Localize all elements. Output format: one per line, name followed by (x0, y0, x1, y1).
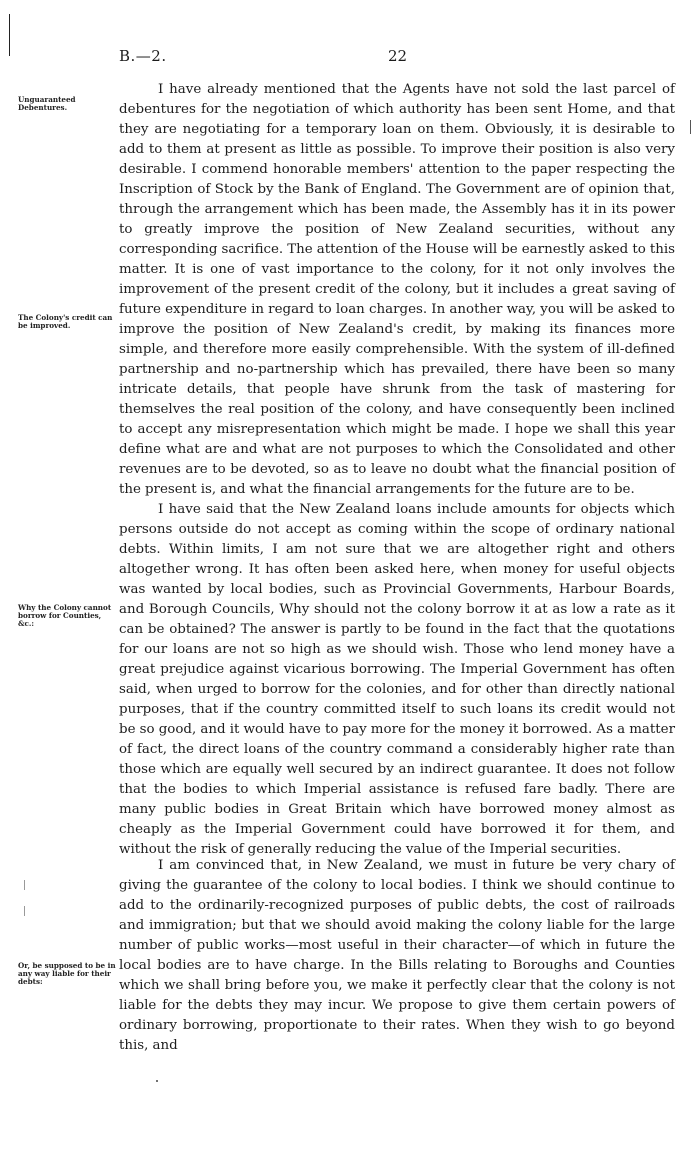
page-number: 22 (388, 47, 408, 65)
paragraph: I am convinced that, in New Zealand, we must in future be very chary of giving the guarantee of the colony to local bodies. I think we should continue to add to the ordinarily-recognized purposes of public debts, the cost of railroads and immigration; but that we should avoid making the colony liable for the large number of public works—most useful in their character—of which in future the local bodies are to have charge. In the Bills relating to Boroughs and Counties which we shall bring before you, we make it perfectly clear that the colony is not liable for the debts they may incur. We propose to give them certain powers of ordinary borrowing, proportionate to their rates. When they wish to go beyond this, and (119, 858, 675, 1053)
paragraph: I have already mentioned that the Agents have not sold the last parcel of debentures for the negotiation of which authority has been sent Home, and that they are negotiating for a temporary loan on them. Obviously, it is desirable to add to them at present as little as possible. To improve their position is also very desirable. I commend honorable members' attention to the paper respecting the Inscription of Stock by the Bank of England. The Government are of opinion that, through the arrangement which has been made, the Assembly has it in its power to greatly improve the position of New Zealand securities, without any corresponding sacrifice. The attention of the House will be earnestly asked to this matter. It is one of vast importance to the colony, for it not only involves the improvement of the present credit of the colony, but it includes a great saving of future expenditure in regard to loan charges. In another way, you will be asked to improve the position of New Zealand's credit, by making its finances more simple, and therefore more easily comprehensible. With the system of ill-defined partnership and no-partnership which has prevailed, there have been so many intricate details, that people have shrunk from the task of mastering for themselves the real position of the colony, and have consequently been inclined to accept any misrepresentation which might be made. I hope we shall this year define what are and what are not purposes to which the Consolidated and other revenues are to be devoted, so as to leave no doubt what the financial position of the present is, and what the financial arrangements for the future are to be. (119, 82, 675, 497)
margin-tick (24, 880, 25, 890)
margin-mark (690, 120, 691, 134)
margin-note-unguaranteed-debentures: Unguaranteed Debentures. (18, 95, 76, 112)
paragraph: I have said that the New Zealand loans include amounts for objects which persons outside do not accept as coming within the scope of ordinary national debts. Within limits, I am not sure that we are altogether right and others altogether wrong. It has often been asked here, when money for useful objects was wanted by local bodies, such as Provincial Governments, Harbour Boards, and Borough Councils, Why should not the colony borrow it at as low a rate as it can be obtained? The answer is partly to be found in the fact that the quotations for our loans are not so high as we should wish. Those who lend money have a great prejudice against vicarious borrowing. The Imperial Government has often said, when urged to borrow for the colonies, and for other than directly national purposes, that if the country committed itself to such loans its credit would not be so good, and it would have to pay more for the money it borrowed. As a matter of fact, the direct loans of the country command a considerably higher rate than those which are equally well secured by an indirect guarantee. It does not follow that the bodies to which Imperial assistance is refused fare badly. There are many public bodies in Great Britain which have borrowed money almost as cheaply as the Imperial Government could have borrowed it for them, and without the risk of generally reducing the value of the Imperial securities. (119, 502, 675, 857)
ink-speck (156, 1080, 158, 1082)
margin-note-liable-for-debts: Or, be supposed to be in any way liable for their debts: (18, 961, 116, 986)
document-series-label: B.—2. (119, 47, 167, 65)
binding-rule (9, 14, 10, 56)
margin-note-colony-credit: The Colony's credit can be improved. (18, 313, 113, 330)
margin-tick (24, 906, 25, 916)
margin-note-borrow-for-counties: Why the Colony cannot borrow for Counties, &c.: (18, 603, 112, 628)
